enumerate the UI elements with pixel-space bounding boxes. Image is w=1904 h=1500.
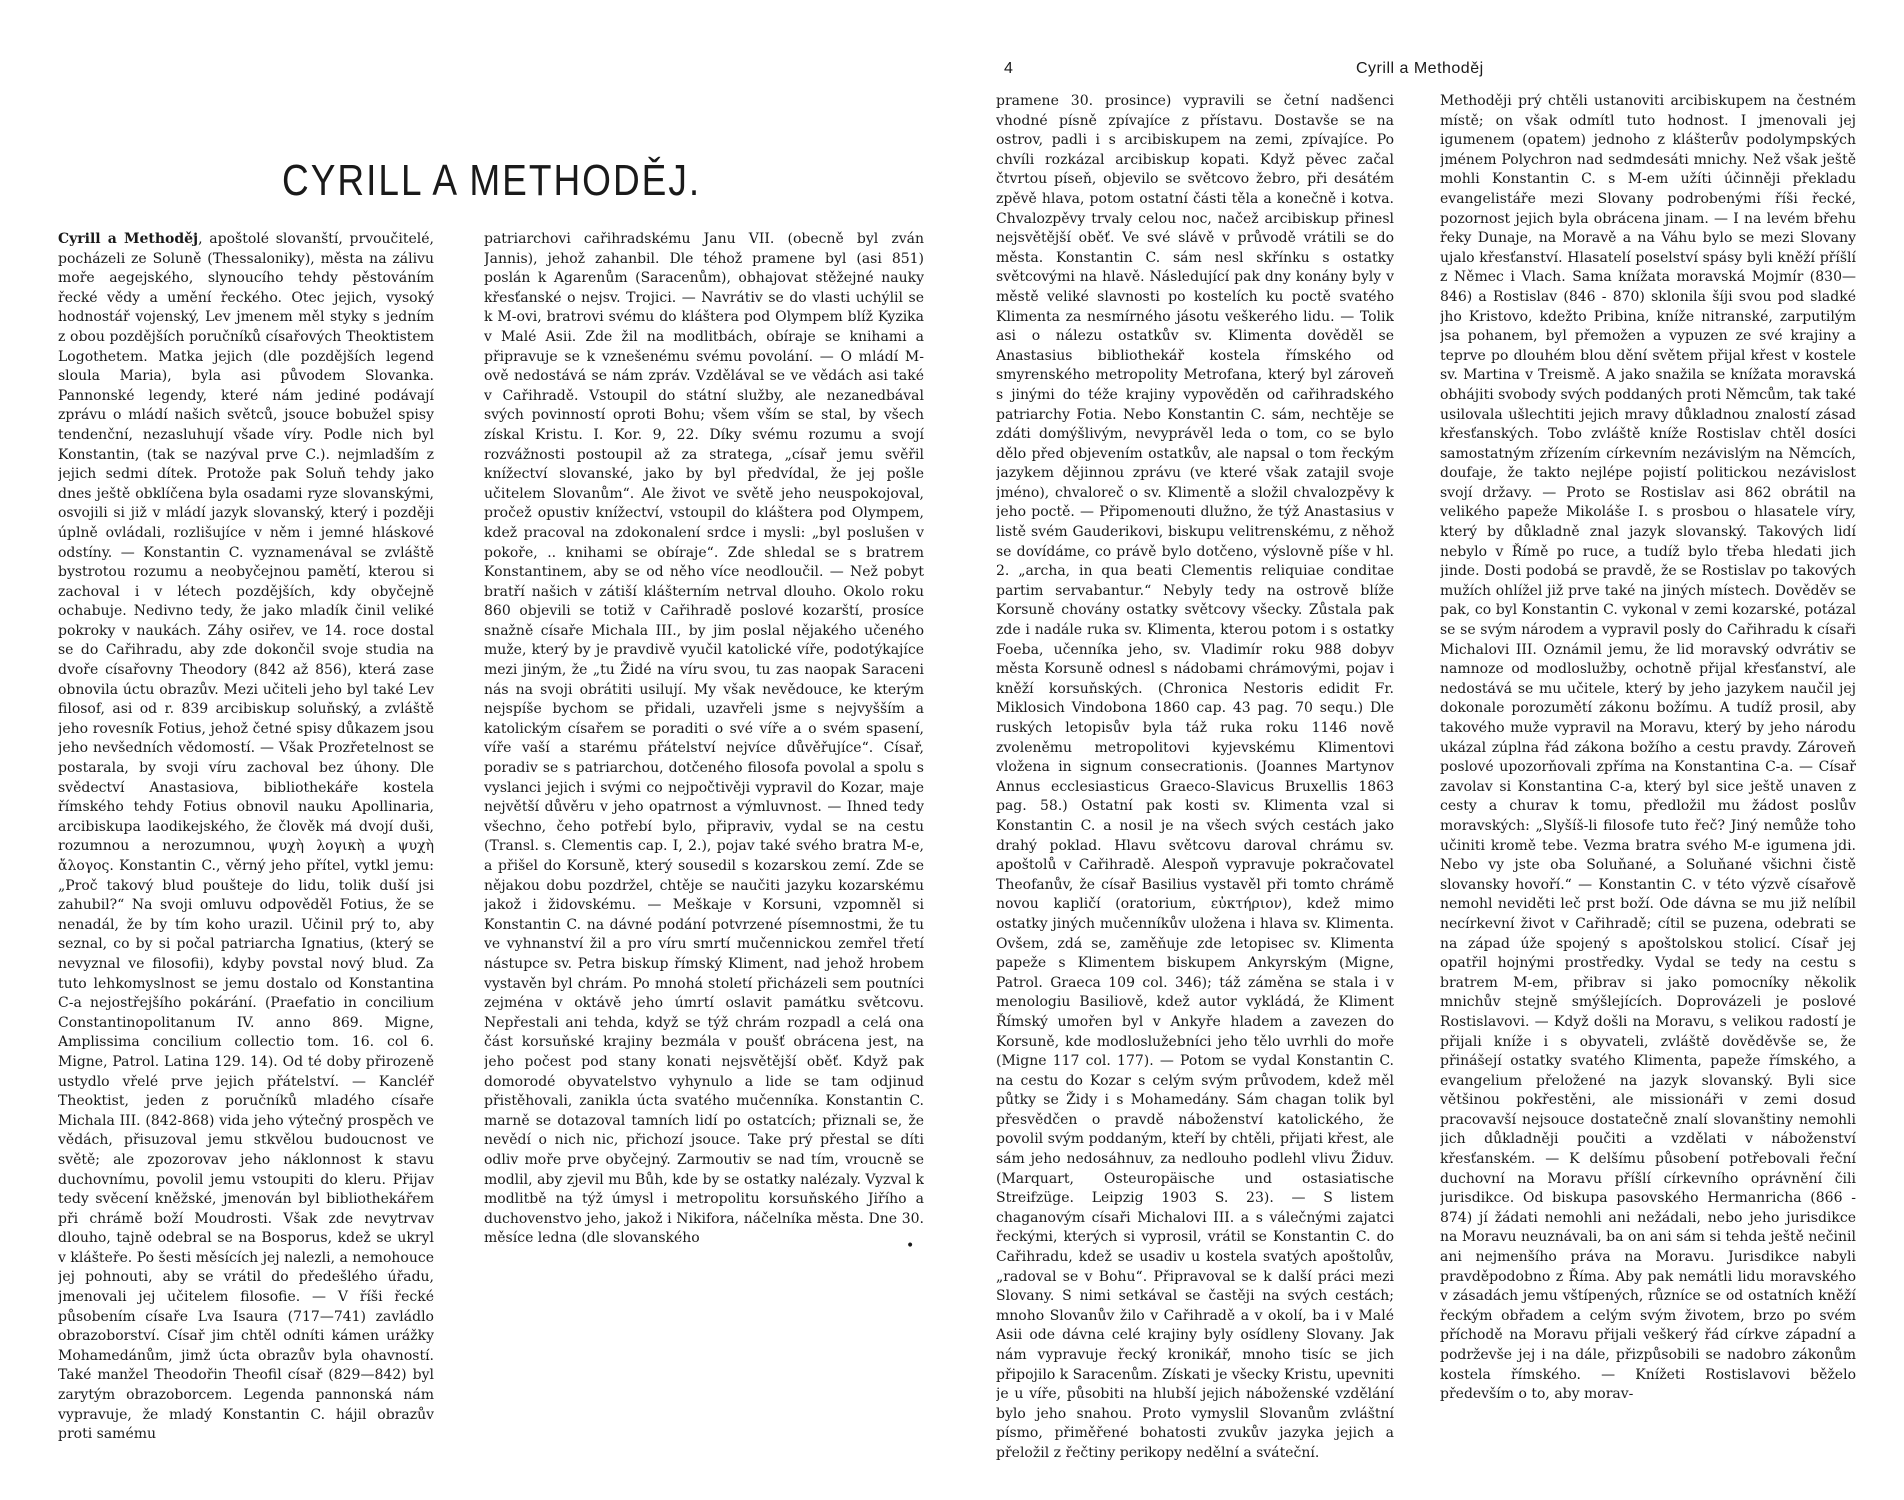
- right-column-1: [996, 92, 1394, 1488]
- lead-words: Cyrill a Methoděj: [58, 231, 199, 247]
- article-title: CYRILL A METHODĚJ.: [282, 156, 702, 205]
- left-column-2-text: patriarchovi cařihradskému Janu VII. (obecně byl zván Jannis), jehož zahanbil. Dle téhož pramene byl (asi 851) poslán k Agarenům (Saracenům), obhajovat stěžejné nauky křesťanské o nejsv. Trojici. — Navrátiv se do vlasti uchýlil se k M-ovi, bratrovi svému do kláštera pod Olympem blíž Kyzika v Malé Asii. Zde žil na modlitbách, obíraje se knihami a připravuje se k vznešenému svému povolání. — O mládí M-ově nedostává se nám zpráv. Vzdělával se ve vědách asi také v Cařihradě. Vstoupil do státní služby, ale nezanedbával svých povinností oproti Bohu; všem vším se stal, by všech získal Kristu. I. Kor. 9, 22. Díky svému rozumu a svojí rozvážnosti postoupil až za stratega, „císař jemu svěřil knížectví slovanské, jako by byl předvídal, že jej pošle učitelem Slovanům“. Ale život ve světě jeho neuspokojoval, pročež opustiv knížectví, vstoupil do kláštera pod Olympem, kdež pracoval na zdokonalení srdce i mysli: „byl poslušen v pokoře, .. knihami se obíraje“. Zde shledal se s bratrem Konstantinem, aby se od něho více neodloučil. — Než pobyt bratří našich v zátiší klášterním netrval dlouho. Okolo roku 860 objevili se totiž v Cařihradě poslové kozarští, prosíce snažně císaře Michala III., by jim poslal nějakého učeného muže, který by je pravdivě vyučil katolické víře, podotýkajíce mezi jiným, že „tu Židé na víru svou, tu zas naopak Saraceni nás na svoji obrátiti usilují. My však nevědouce, ke kterým nejspíše bychom se přidali, uzavřeli jsme s nejvyšším a katolickým císařem se poraditi o své víře a o svém spasení, víře vaší a starému přátelství nejvíce důvěřujíce“. Císař, poradiv se s patriarchou, dotčeného filosofa povolal a spolu s vyslanci jejich i svými co nejpočtivěji vypravil do Kozar, maje největší důvěru v jeho opatrnost a výmluvnost. — Ihned tedy všechno, čeho potřebí bylo, připraviv, vydal se na cestu (Transl. s. Clementis cap. I, 2.), pojav také svého bratra M-e, a přišel do Korsuně, který sousedil s kozarskou zemí. Zde se nějakou dobu pozdržel, chtěje se naučiti jazyku kozarskému jakož i židovskému. — Meškaje v Korsuni, vzpomněl si Konstantin C. na dávné podání potvrzené písemnostmi, že tu ve vyhnanství žil a pro víru smrtí mučennickou zemřel třetí nástupce sv. Petra biskup římský Kliment, nad jehož hrobem vystavěn byl chrám. Po mnohá století přicházeli sem poutníci zejména v oktávě jeho úmrtí oslavit památku světcovu. Nepřestali ani tehda, když se týž chrám rozpadl a celá ona část korsuňské krajiny bezmála v poušť obrácena jest, na jeho počest pod stany konati nejsvětější oběť. Když pak domorodé obyvatelstvo vyhynulo a lide se tam odjinud přistěhovali, zanikla úcta svatého mučenníka. Konstantin C. marně se dotazoval tamních lidí po ostatcích; přiznali se, že nevědí o nich nic, přichozí jsouce. Take prý přestal se díti odliv moře prve obyčejný. Zarmoutiv se nad tím, vroucně se modlil, aby zjevil mu Bůh, kde by se ostatky nalézaly. Vyzval k modlitbě na týž úmysl i metropolitu korsuňského Jiřího a duchovenstvo jeho, jakož i Nikifora, náčelníka města. Dne 30. měsíce ledna (dle slovanského: [484, 231, 924, 1247]
- right-column-2: [1440, 92, 1856, 1488]
- right-page: [952, 0, 1904, 1500]
- right-column-1-text: pramene 30. prosince) vypravili se četní nadšenci vhodné písně zpívajíce z přístavu. Dostavše se na ostrov, padli i s arcibiskupem na zemi, zpívajíce. Po chvíli rozkázal arcibiskup kopati. Když pěvec začal čtvrtou píseň, objevilo se světcovo žebro, při desátém zpěvě hlava, potom ostatní části těla a konečně i kotva. Chvalozpěvy trvaly celou noc, načež arcibiskup přinesl nejsvětější oběť. Ve své slávě v průvodě vrátili se do města. Konstantin C. sám nesl skřínku s ostatky světcovými na hlavě. Následující pak dny konány byly v městě veliké slavnosti po kostelích ku poctě svatého Klimenta za nesmírného jásotu veškerého lidu. — Tolik asi o nálezu ostatkův sv. Klimenta dověděl se Anastasius bibliothekář kostela římského od smyrenského metropolity Metrofana, který byl zároveň s jinými do téže krajiny vypověděn od cařihradského patriarchy Fotia. Nebo Konstantin C. sám, nechtěje se zdáti domýšlivým, nevyprávěl leda o tom, co se bylo dělo před objevením ostatkův, ale napsal o tom řeckým jazykem dějinnou zprávu (ve které však zatajil svoje jméno), chvaloreč o sv. Klimentě a složil chvalozpěvy k jeho poctě. — Připomenouti dlužno, že týž Anastasius v listě svém Gauderikovi, biskupu velitrenskému, z něhož se dovídáme, co právě bylo dotčeno, výslovně píše v hl. 2. „archa, in qua beati Clementis reliquiae conditae partim servabantur.“ Nebyly tedy na ostrově blíže Korsuně chovány ostatky světcovy všecky. Zůstala pak zde i nadále ruka sv. Klimenta, kterou potom i s ostatky Foeba, učenníka jeho, sv. Vladimír roku 988 dobyv města Korsuně odnesl s nádobami chrámovými, pojav i kněží korsuňských. (Chronica Nestoris edidit Fr. Miklosich Vindobona 1860 cap. 43 pag. 70 sequ.) Dle ruských letopisův byla táž ruka roku 1146 nově zvoleněmu metropolitovi kyjevskému Klimentovi vložena in signum consecrationis. (Joannes Martynov Annus ecclesiasticus Graeco-Slavicus Bruxellis 1863 pag. 58.) Ostatní pak kosti sv. Klimenta vzal si Konstantin C. a nosil je na všech svých cestách jako drahý poklad. Hlavu světcovu daroval chrámu sv. apoštolů v Cařihradě. Alespoň vypravuje pokračovatel Theofanův, že císař Basilius vystavěl při tomto chrámě novou kapličí (oratorium, εὐκτήριον), kdež mimo ostatky jiných mučenníkův uložena i hlava sv. Klimenta. Ovšem, zdá se, zaměňuje zde letopisec sv. Klimenta papeže s Klimentem biskupem Ankyrským (Migne, Patrol. Graeca 109 col. 346); táž záměna se stala i v menologiu Basiliově, kdež autor vykládá, že Kliment Římský umořen byl v Ankyře hladem a zavezen do Korsuně, kde modloslužebníci jeho tělo uvrhli do moře (Migne 117 col. 177). — Potom se vydal Konstantin C. na cestu do Kozar s celým svým průvodem, kdež měl půtky se Židy i s Mohamedány. Sám chagan tolik byl přesvědčen o pravdě náboženství katolického, že povolil svým poddaným, kteří by chtěli, přijati křest, ale sám jeho nedosáhnuv, za nedlouho podlehl vlivu Židuv. (Marquart, Osteuropäische und ostasiatische Streifzüge. Leipzig 1903 S. 23). — S listem chaganovým císaři Michalovi III. a s válečnými zajatci řeckými, kterých si vyprosil, vrátil se Konstantin C. do Cařihradu, kdež se usadiv u kostela svatých apoštolův, „radoval se v Bohu“. Připravoval se k další práci mezi Slovany. S nimi setkával se častěji na svých cestách; mnoho Slovanův žilo v Cařihradě a v okolí, ba i v Malé Asii ode dávna celé krajiny byly osídleny Slovany. Jak nám vypravuje řecký kronikář, mnoho tisíc se jich připojilo k Saracenům. Získati je všecky Kristu, upevniti je u víře, působiti na hlubší jejich náboženské vzdělání bylo jeho snahou. Proto vymyslil Slovanům zvláštní písmo, přiměřené bohatosti zvukův jazyka jejich a přeložil z řečtiny perikopy nedělní a sváteční.: [996, 93, 1394, 1461]
- left-column-1-text: , apoštolé slovanští, prvoučitelé, pocházeli ze Soluně (Thessaloniky), města na zálivu moře aegejského, slynoucího tehdy pěstováním řecké vědy a umění řeckého. Otec jejich, vysoký hodnostář vojenský, Lev jmenem měl styky s jedním z obou pozdějších poručníků císařových Theoktistem Logothetem. Matka jejich (dle pozdějších legend sloula Maria), byla asi původem Slovanka. Pannonské legendy, které nám jediné podávají zprávu o mládí našich světců, jsouce bobužel spisy tendenční, nezasluhují všade víry. Podle nich byl Konstantin, (tak se nazýval prve C.). nejmladším z jejich sedmi dítek. Protože pak Soluň tehdy jako dnes ještě obklíčena byla osadami ryze slovanskými, osvojili si již v mládí jazyk slovanský, který i později úplně ovládali, rozlišujíce v něm i jemné hláskové odstíny. — Konstantin C. vyznamenával se zvláště bystrotou rozumu a neobyčejnou pamětí, kterou si zachoval i v létech pozdějších, kdy obyčejně ochabuje. Nedivno tedy, že jako mladík činil veliké pokroky v naukách. Záhy osiřev, ve 14. roce dostal se do Cařihradu, aby zde dokončil svoje studia na dvoře císařovny Theodory (842 až 856), která zase obnovila úctu obrazův. Mezi učiteli jeho byl také Lev filosof, asi od r. 839 arcibiskup soluňský, a zvláště jeho rovesník Fotius, jehož četné spisy důkazem jsou jeho nevšedních vědomostí. — Však Prozřetelnost se postarala, by svoji víru zachoval bez úhony. Dle svědectví Anastasiova, bibliothekáře kostela římského tehdy Fotius obnovil nauku Apollinaria, arcibiskupa laodikejského, že člověk má dvojí duši, rozumnou a nerozumnou, ψυχὴ λογικὴ a ψυχὴ ἄλογος. Konstantin C., věrný jeho přítel, vytkl jemu: „Proč takový blud poušteje do lidu, tolik duší jsi zahubil?“ Na svoji omluvu odpověděl Fotius, že se nenadál, že by tím koho urazil. Učinil prý to, aby seznal, co by si počal patriarcha Ignatius, (který se nevyznal ve filosofii), kdyby povstal nový blud. Za tuto lehkomyslnost se jemu dostalo od Konstantina C-a nejostřejšího pokárání. (Praefatio in concilium Constantinopolitanum IV. anno 869. Migne, Amplissima concilium collectio tom. 16. col 6. Migne, Patrol. Latina 129. 14). Od té doby přirozeně ustydlo vřelé prve jejich přátelství. — Kancléř Theoktist, jeden z poručníků mladého císaře Michala III. (842-868) vida jeho výtečný prospěch ve vědách, přisuzoval jemu stkvělou budoucnost ve světě; ale zpozorovav jeho náklonnost k stavu duchovnímu, povolil jemu vstoupiti do kleru. Přijav tedy svěcení kněžské, jmenován byl bibliothekářem při chrámě boží Moudrosti. Však zde nevytrvav dlouho, tajně odebral se na Bosporus, kdež se ukryl v klášteře. Po šesti měsících jej nalezli, a nemohouce jej pohnouti, aby se vrátil do předešlého úřadu, jmenovali jej učitelem filosofie. — V říši řecké působením císaře Lva Isaura (717—741) zavládlo obrazoborství. Císař jim chtěl odníti kámen urážky Mohamedánům, jimž úcta obrazův byla ohavností. Také manžel Theodořin Theofil císař (829—842) byl zarytým obrazoborcem. Legenda pannonská nám vypravuje, že mladý Konstantin C. hájil obrazův proti samému: [58, 231, 434, 1443]
- left-column-2: [484, 230, 924, 1488]
- left-column-1-paragraph: [58, 230, 434, 1445]
- running-head: Cyrill a Methoděj: [1356, 60, 1484, 77]
- left-column-1: [58, 230, 434, 1488]
- end-bullet: •: [906, 1238, 915, 1254]
- page-number: 4: [1004, 60, 1013, 77]
- right-column-2-text: Methoději prý chtěli ustanoviti arcibiskupem na čestném místě; on však odmítl tuto hodnost. I jmenovali jej igumenem (opatem) jednoho z klášterův podolympských jménem Polychron nad sedmdesáti mnichy. Než však ještě mohli Konstantin C. s M-em užíti účinněji překladu evangelistáře mezi Slovany podrobenými říši řecké, pozornost jejich byla obrácena jinam. — I na levém břehu řeky Dunaje, na Moravě a na Váhu bylo se mezi Slovany ujalo křesťanství. Hlasatelí poselství spásy byli kněží příšlí z Němec i Vlach. Sama knížata moravská Mojmír (830—846) a Rostislav (846 - 870) sklonila šíji svou pod sladké jho Kristovo, kdežto Pribina, kníže nitranské, zarputilým jsa pohanem, byl přemožen a vypuzen ze své krajiny a teprve po dlouhém blou dění světem přijal křest v kostele sv. Martina v Treismě. A jako snažila se knížata moravská obhájiti svobody svých poddaných proti Němcům, tak také usilovala ušlechtiti jejich mravy důkladnou znalostí zásad křesťanských. Tobo zvláště kníže Rostislav chtěl dosíci samostatným zřízením církevním nezávislým na Němcích, doufaje, že takto nejlépe pojistí politickou nezávislost svojí državy. — Proto se Rostislav asi 862 obrátil na velikého papeže Mikoláše I. s prosbou o hlasatele víry, který by důkladně znal jazyk slovanský. Takových lidí nebylo v Římě po ruce, a tudíž bylo třeba hledati jich jinde. Dosti podobá se pravdě, že se Rostislav po takových mužích ohlížel již prve také na jiných místech. Dověděv se pak, co byl Konstantin C. vykonal v zemi kozarské, potázal se se svým národem a vypravil posly do Cařihradu k císaři Michalovi III. Oznámil jemu, že lid moravský odvrátiv se namnoze od modloslužby, ochotně přijal křesťanství, ale nedostává se mu učitele, který by jeho jazykem naučil jej dokonale porozumětí zákonu božímu. A tudíž prosil, aby takového muže vypravil na Moravu, který by jeho národu ukázal zúplna řád zákona božího a cestu pravdy. Zároveň poslové upozorňovali zpříma na Konstantina C-a. — Císař zavolav si Konstantina C-a, který byl sice ještě unaven z cesty a churav k tomu, předložil mu žádost poslův moravských: „Slyšíš-li filosofe tuto řeč? Jiný nemůže toho učiniti kromě tebe. Vezma bratra svého M-e igumena jdi. Nebo vy jste oba Soluňané, a Soluňané všichni čistě slovansky hovoří.“ — Konstantin C. v této výzvě císařově nemohl neviděti leč prst boží. Ode dávna se mu již nelíbil necírkevní život v Cařihradě; cítil se puzena, odebrati se na západ úže spojený s apoštolskou stolicí. Císař jej opatřil hojnými prostředky. Vydal se tedy na cestu s bratrem M-em, přibrav si jako pomocníky několik mnichův stejně smýšlejících. Doprovázeli je poslové Rostislavovi. — Když došli na Moravu, s velikou radostí je přijali kníže i s obyvateli, zvláště dověděvše se, že přinášejí ostatky svatého Klimenta, papeže římského, a evangelium přeložené na jazyk slovanský. Byli sice většinou pokřestěni, ale missionáři v zemi dosud pracovavší nejsouce dostatečně znalí slovanštiny nemohli jich důkladněji poučiti a vzdělati v náboženství křesťanském. — K delšímu působení potřebovali řeční duchovní na Moravu příšlí církevního oprávnění čili jurisdikce. Od biskupa pasovského Hermanricha (866 - 874) jí žádati nemohli ani nežádali, nebo jeho jurisdikce na Moravu neuznávali, ba on ani sám si tehda ještě nečinil ani nejmenšího práva na Moravu. Jurisdikce nabyli pravděpodobno z Říma. Aby pak nemátli lidu moravského v zásadách jemu vštípených, různíce se od ostatních kněží řeckým obřadem a celým svým životem, brzo po svém příchodě na Moravu přijali veškerý řád církve západní a podrževše jej i na dále, přizpůsobili se nadobro zákonům kostela římského. — Knížeti Rostislavovi běželo především o to, aby morav-: [1440, 93, 1856, 1403]
